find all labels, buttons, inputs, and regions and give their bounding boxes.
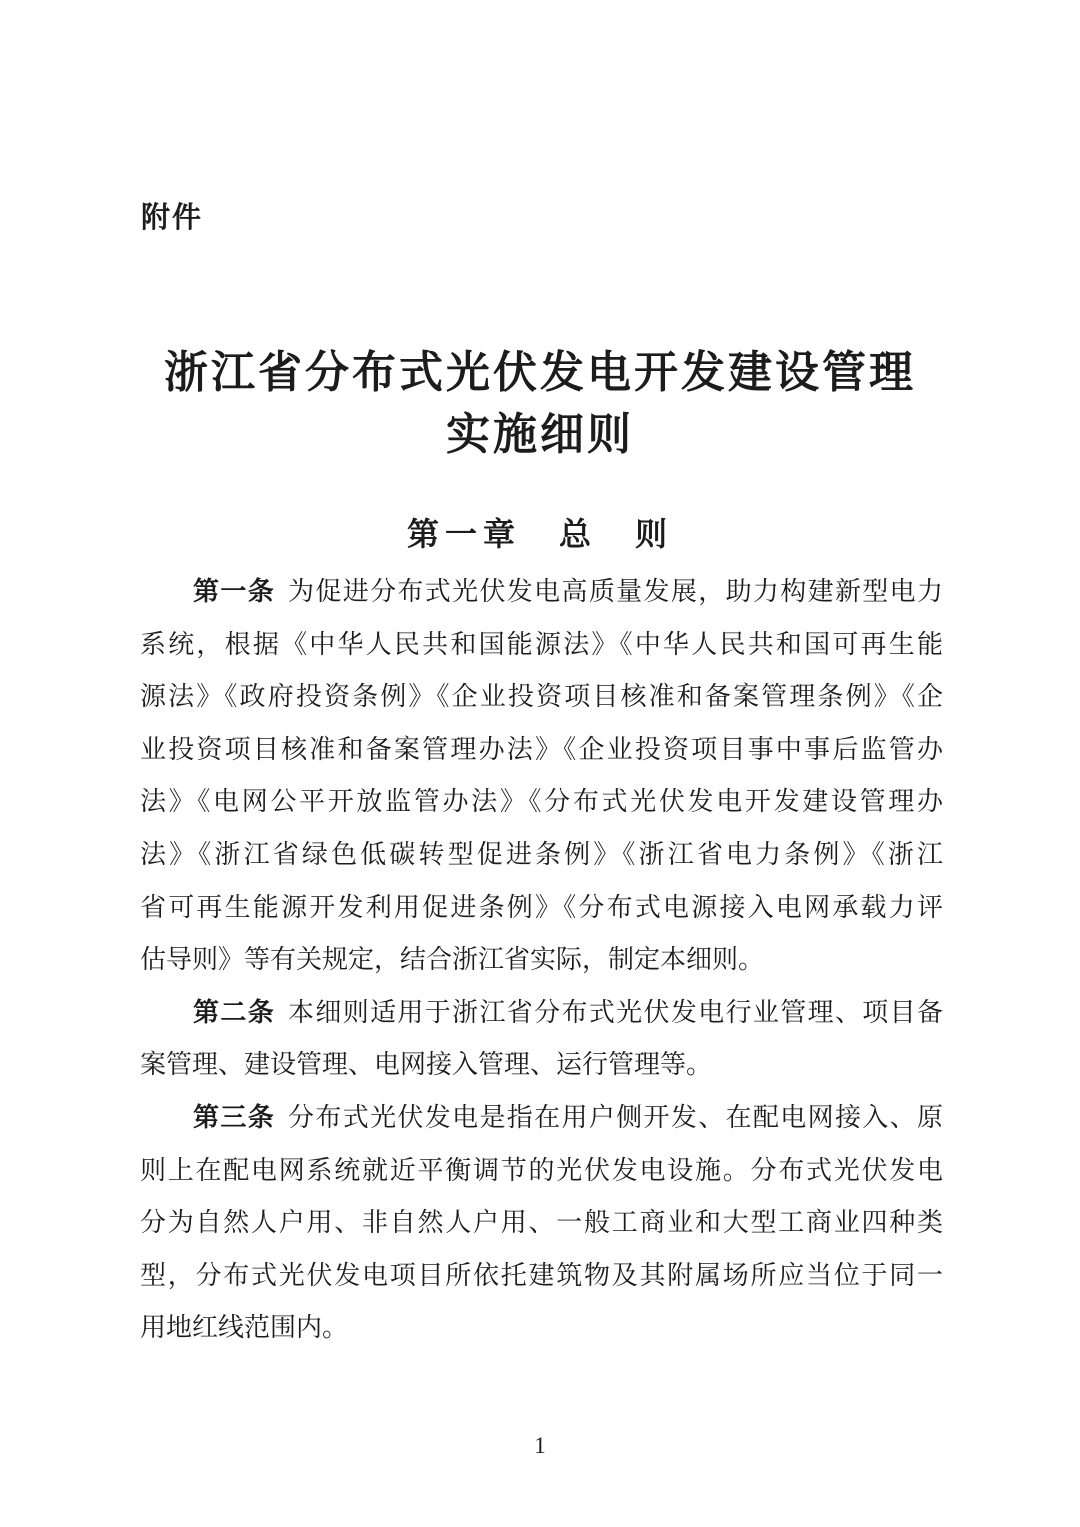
- text-line: [140, 566, 943, 619]
- text-line: 法》《浙江省绿色低碳转型促进条例》《浙江省电力条例》《浙江: [140, 839, 943, 869]
- text-line: 业投资项目核准和备案管理办法》《企业投资项目事中事后监管办: [140, 734, 943, 764]
- chapter-heading: 第一章 总 则: [406, 516, 673, 552]
- document-title-line-2: 实施细则: [446, 410, 634, 459]
- text-line-content: 为促进分布式光伏发电高质量发展，助力构建新型电力: [288, 577, 943, 606]
- text-line: 型，分布式光伏发电项目所依托建筑物及其附属场所应当位于同一: [140, 1260, 943, 1290]
- article-number: 第三条: [193, 1102, 276, 1132]
- article-number: 第一条: [193, 577, 276, 606]
- article-paragraph: [140, 566, 943, 987]
- document-title: [0, 342, 1080, 466]
- text-line: [140, 1092, 943, 1145]
- article-paragraph: [140, 987, 943, 1092]
- article-number: 第二条: [193, 997, 276, 1027]
- text-line: [140, 987, 943, 1040]
- text-line: 省可再生能源开发利用促进条例》《分布式电源接入电网承载力评: [140, 892, 943, 922]
- text-line: 源法》《政府投资条例》《企业投资项目核准和备案管理条例》《企: [140, 682, 943, 712]
- text-line-content: 本细则适用于浙江省分布式光伏发电行业管理、项目备: [288, 997, 943, 1027]
- text-line: 法》《电网公平开放监管办法》《分布式光伏发电开发建设管理办: [140, 787, 943, 817]
- text-line: 用地红线范围内。: [140, 1313, 349, 1343]
- article-paragraph: [140, 1092, 943, 1355]
- text-line: 分为自然人户用、非自然人户用、一般工商业和大型工商业四种类: [140, 1208, 943, 1238]
- attachment-label: 附件: [141, 202, 204, 234]
- document-title-line-1: 浙江省分布式光伏发电开发建设管理: [164, 348, 916, 397]
- text-line: 案管理、建设管理、电网接入管理、运行管理等。: [140, 1050, 713, 1080]
- page-number: 1: [534, 1433, 546, 1458]
- text-line: 则上在配电网系统就近平衡调节的光伏发电设施。分布式光伏发电: [140, 1155, 943, 1185]
- text-line: 系统，根据《中华人民共和国能源法》《中华人民共和国可再生能: [140, 629, 943, 659]
- document-body: [140, 566, 943, 1355]
- text-line-content: 分布式光伏发电是指在用户侧开发、在配电网接入、原: [288, 1102, 943, 1132]
- text-line: 估导则》等有关规定，结合浙江省实际，制定本细则。: [140, 945, 765, 975]
